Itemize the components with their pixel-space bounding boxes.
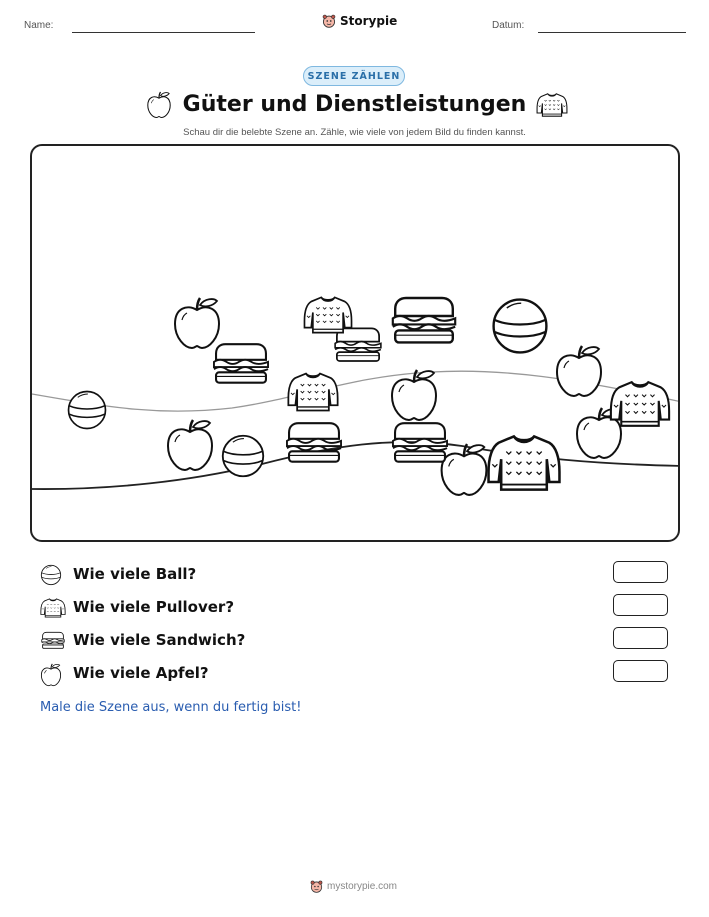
sweater-icon <box>40 597 66 619</box>
sandwich-icon <box>40 630 66 652</box>
question-text: Wie viele Sandwich? <box>73 631 246 649</box>
sandwich-item <box>287 423 341 461</box>
page-title: Güter und Dienstleistungen <box>182 92 527 117</box>
apple-icon <box>40 663 62 687</box>
site-url: mystorypie.com <box>327 881 398 892</box>
brand-name: Storypie <box>340 14 398 28</box>
storypie-logo-icon <box>310 880 323 893</box>
counting-scene <box>30 144 680 542</box>
question-text: Wie viele Pullover? <box>73 598 235 616</box>
question-row <box>40 629 670 653</box>
question-text: Wie viele Apfel? <box>73 664 209 682</box>
ball-item <box>494 300 547 353</box>
question-row <box>40 662 670 686</box>
sweater-item <box>489 436 560 489</box>
sweater-item <box>304 297 351 332</box>
answer-box-sandwich[interactable] <box>613 627 668 649</box>
apple-item <box>557 346 601 396</box>
answer-box-ball[interactable] <box>613 561 668 583</box>
question-row <box>40 596 670 620</box>
date-field[interactable] <box>538 32 686 33</box>
sandwich-item <box>214 344 268 382</box>
apple-item <box>175 298 219 348</box>
brand-logo <box>322 14 397 28</box>
ball-item <box>69 392 106 429</box>
ball-icon <box>40 564 62 586</box>
question-text: Wie viele Ball? <box>73 565 197 583</box>
apple-item <box>168 420 212 470</box>
storypie-logo-icon <box>322 14 336 28</box>
date-label: Datum: <box>492 20 525 31</box>
apple-item <box>392 370 436 420</box>
sandwich-item <box>393 298 455 342</box>
sweater-item <box>611 382 669 426</box>
scene-illustration <box>32 146 680 542</box>
ball-item <box>223 436 263 476</box>
answer-box-sweater[interactable] <box>613 594 668 616</box>
name-field[interactable] <box>72 32 255 33</box>
sweater-icon <box>536 91 568 119</box>
site-footer <box>310 880 397 893</box>
coloring-note: Male die Szene aus, wenn du fertig bist! <box>40 700 302 715</box>
sandwich-item <box>393 423 447 461</box>
apple-item <box>442 444 487 495</box>
sweater-item <box>288 374 337 411</box>
question-row <box>40 563 670 587</box>
activity-badge: SZENE ZÄHLEN <box>303 66 405 86</box>
answer-box-apple[interactable] <box>613 660 668 682</box>
name-label: Name: <box>24 20 54 31</box>
instructions: Schau dir die belebte Szene an. Zähle, wie viele von jedem Bild du finden kannst. <box>183 127 526 138</box>
